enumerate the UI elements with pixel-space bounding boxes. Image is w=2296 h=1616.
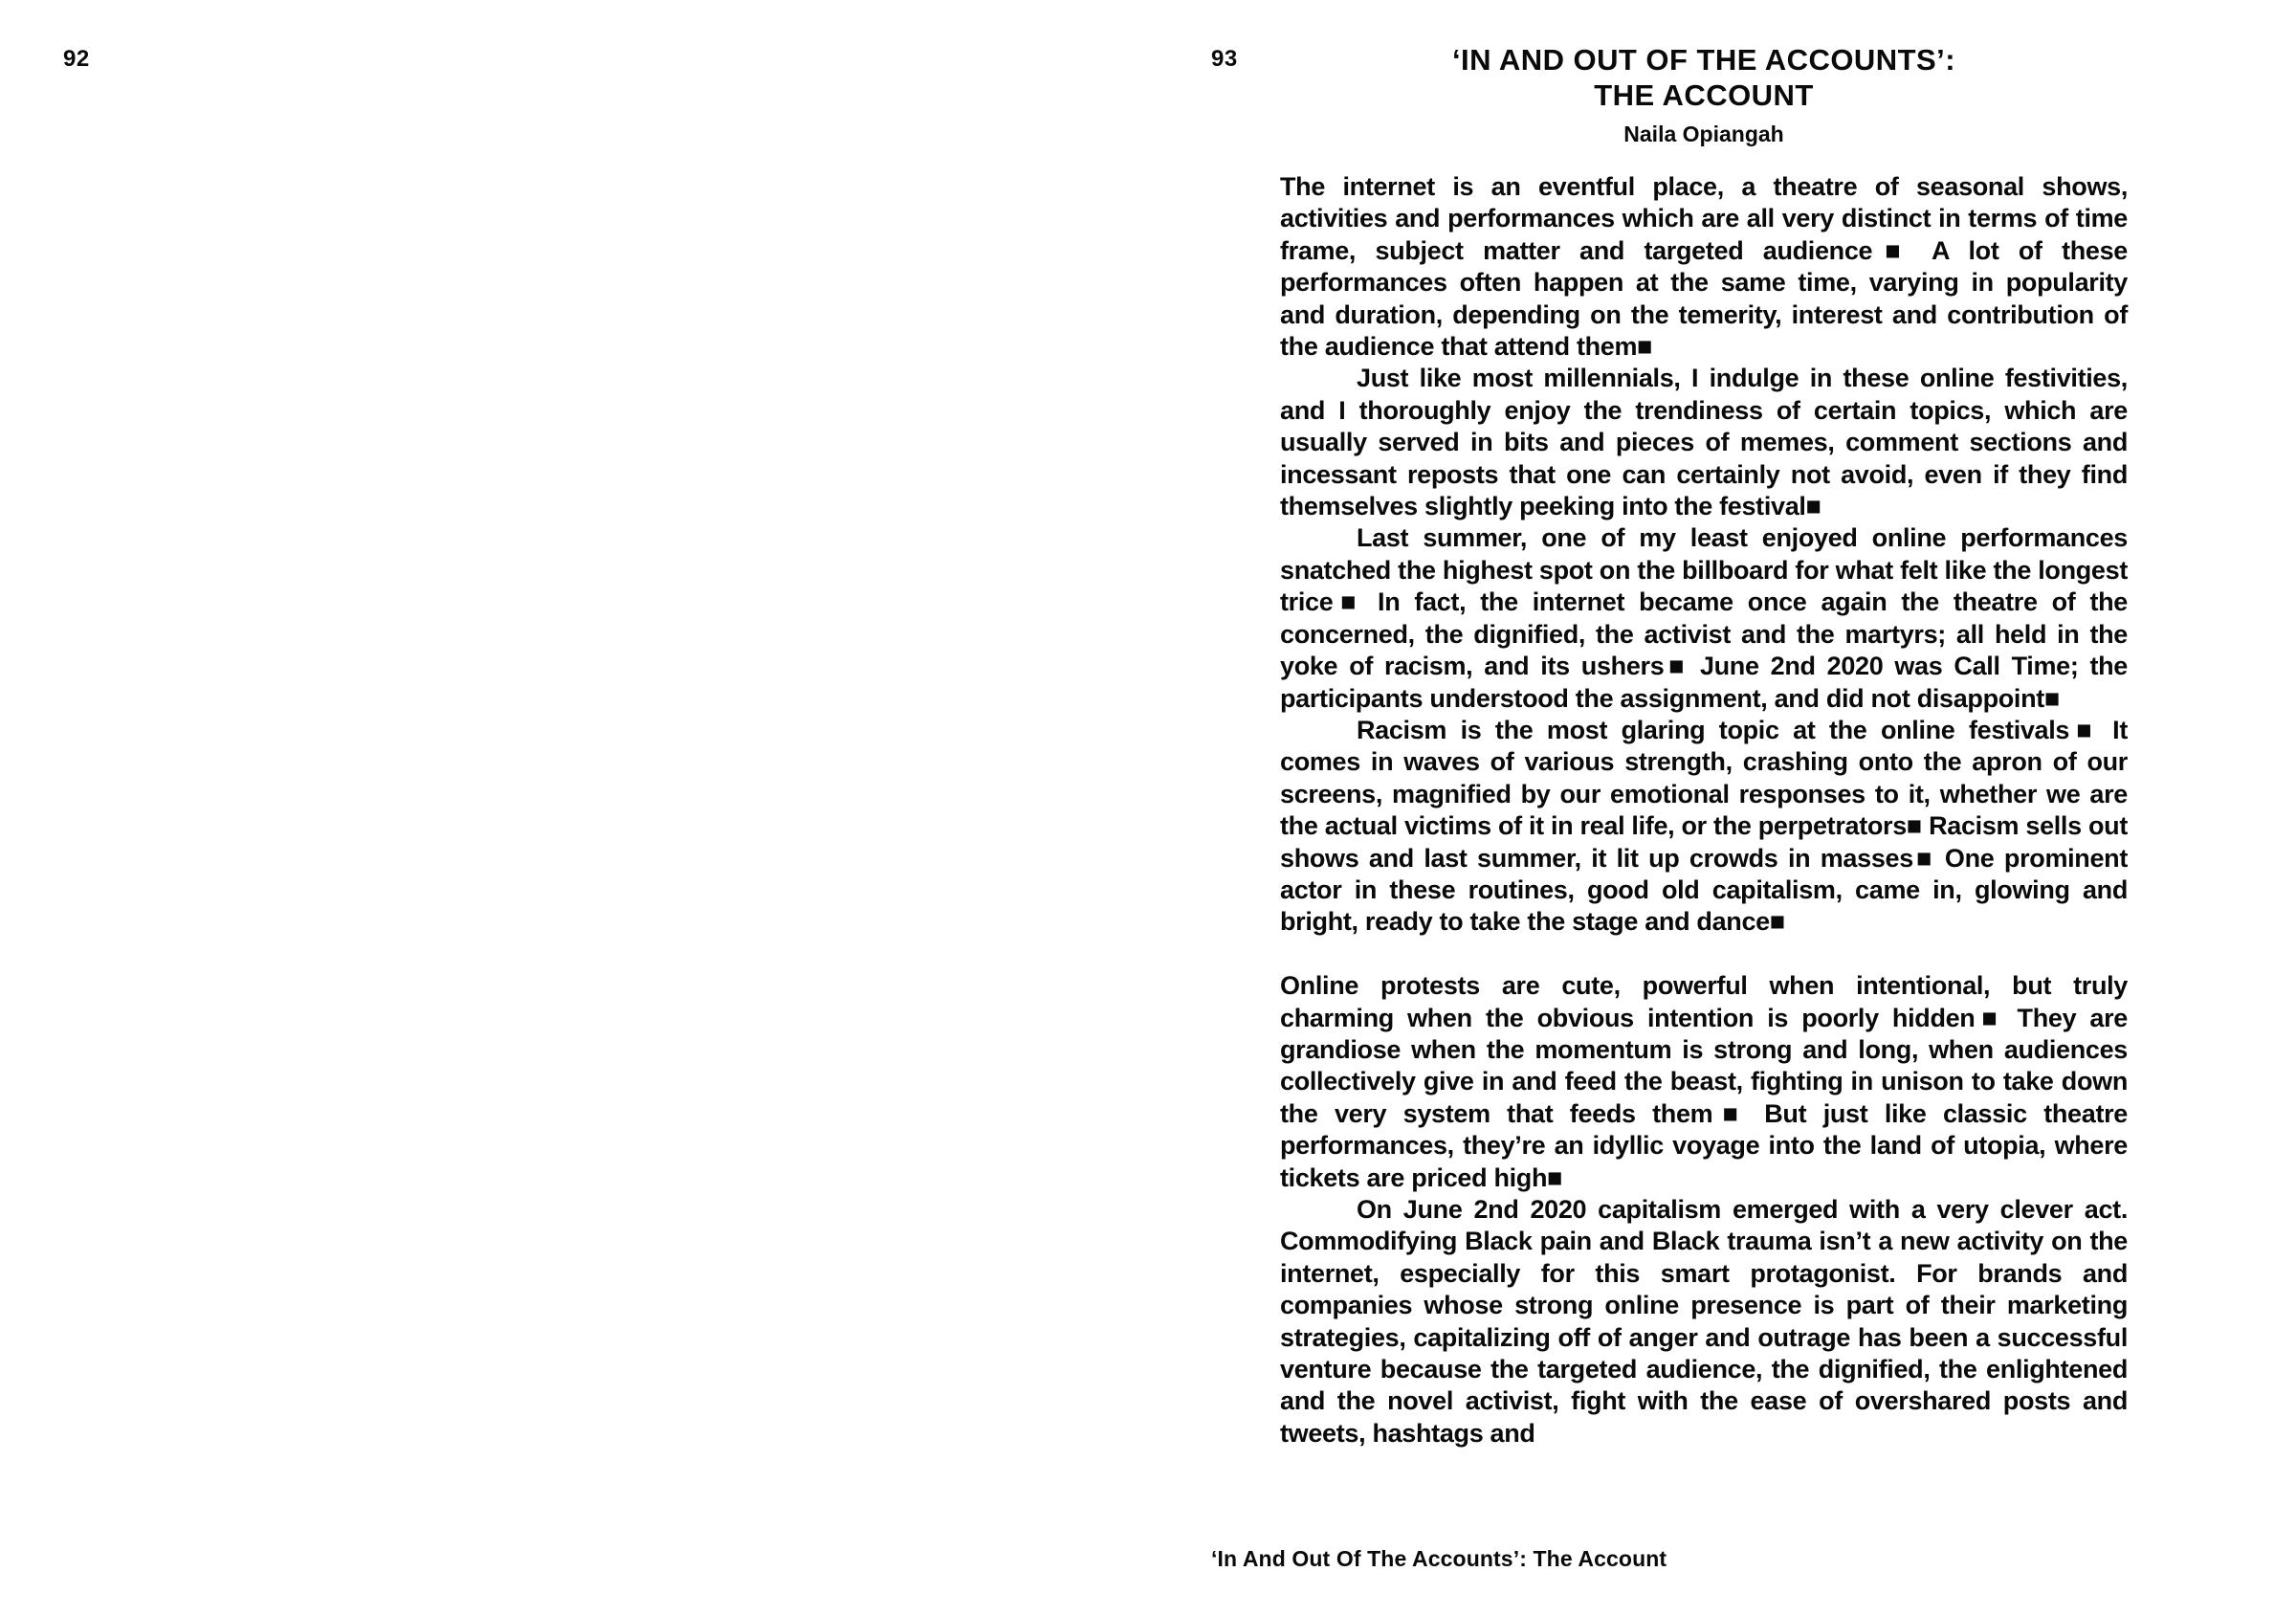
article-body-column [1280, 171, 2128, 1450]
article-paragraph-2: Just like most millennials, I indulge in these online festivities, and I thoroughly enjoy the trendiness of certain topics, which are usually served in bits and pieces of memes, comment sections and incessant reposts that one can certainly not avoid, even if they find themselves slightly peeking into the festival■ [1280, 364, 2128, 521]
article-header [1280, 42, 2128, 147]
article-title-line-1: ‘IN AND OUT OF THE ACCOUNTS’: [1451, 43, 1956, 77]
article-paragraph-6: On June 2nd 2020 capitalism emerged with a very clever act. Commodifying Black pain and Black trauma isn’t a new activity on the internet, especially for this smart protagonist. For brands and companies whose strong online presence is part of their marketing strategies, capitalizing off of anger and outrage has been a successful venture because the targeted audience, the dignified, the enlightened and the novel activist, fight with the ease of overshared posts and tweets, hashtags and [1280, 1194, 2128, 1448]
page-number-left: 92 [63, 46, 90, 72]
article-paragraph-5: Online protests are cute, powerful when intentional, but truly charming when the obvious intention is poorly hidden■ They are grandiose when the momentum is strong and long, when audiences collectively give in and feed the beast, fighting in unison to take down the very system that feeds them■ But just like classic theatre performances, they’re an idyllic voyage into the land of utopia, where tickets are priced high■ [1280, 971, 2128, 1192]
article-paragraph-4: Racism is the most glaring topic at the online festivals■ It comes in waves of various strength, crashing onto the apron of our screens, magnified by our emotional responses to it, whether we are the actual victims of it in real life, or the perpetrators■ Racism sells out shows and last summer, it lit up crowds in masses■ One prominent actor in these routines, good old capitalism, came in, glowing and bright, ready to take the stage and dance■ [1280, 715, 2128, 937]
article-title [1280, 42, 2128, 113]
article-paragraph-1: The internet is an eventful place, a theatre of seasonal shows, activities and performances which are all very distinct in terms of time frame, subject matter and targeted audience■ A lot of these performances often happen at the same time, varying in popularity and duration, depending on the temerity, interest and contribution of the audience that attend them■ [1280, 172, 2128, 362]
running-footer: ‘In And Out Of The Accounts’: The Account [1211, 1546, 1667, 1571]
article-title-line-2: THE ACCOUNT [1594, 78, 1814, 112]
page-number-right: 93 [1211, 46, 1238, 72]
article-author: Naila Opiangah [1623, 122, 1784, 146]
article-paragraph-3: Last summer, one of my least enjoyed online performances snatched the highest spot on the billboard for what felt like the longest trice■ In fact, the internet became once again the theatre of the concerned, the dignified, the activist and the martyrs; all held in the yoke of racism, and its ushers■ June 2nd 2020 was Call Time; the participants understood the assignment, and did not disappoint■ [1280, 523, 2128, 713]
